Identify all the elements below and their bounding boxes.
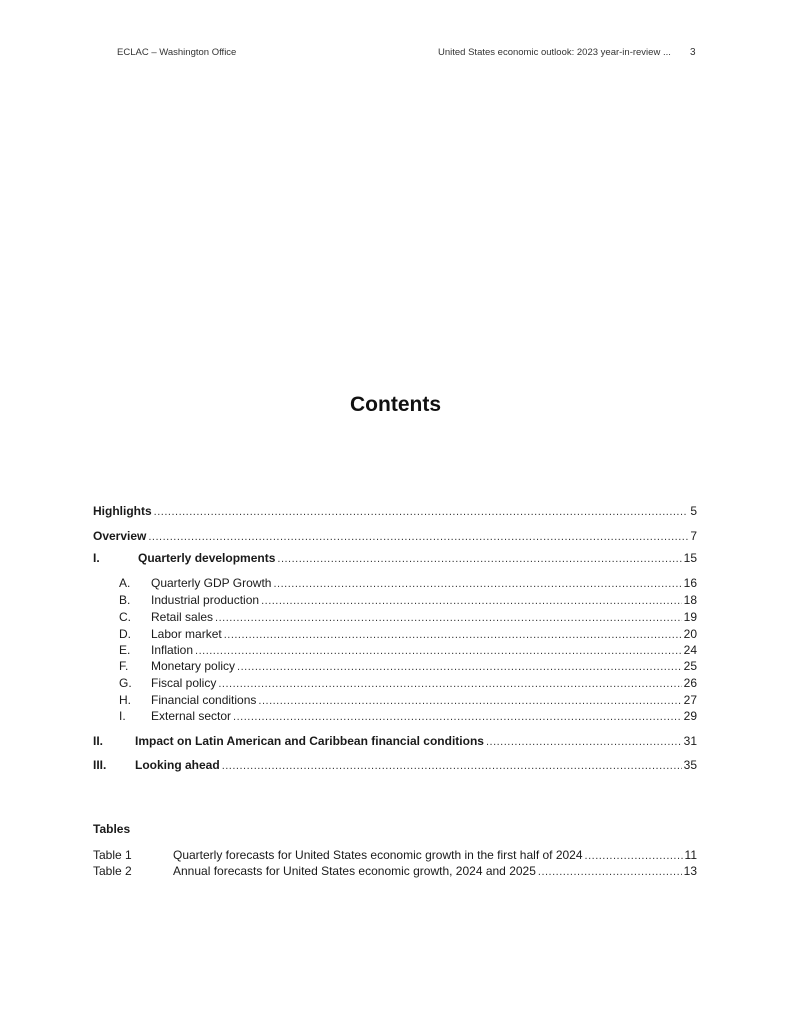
page-number: 3 [690,47,696,58]
toc-entry-page: 5 [690,504,697,518]
leader-dots [258,695,681,707]
toc-entry-page: 7 [690,529,697,543]
toc-entry-title: Retail sales [151,610,214,624]
toc-entry-external-sector[interactable] [93,707,697,723]
toc-entry-title: Industrial production [151,593,260,607]
leader-dots [233,711,682,723]
leader-dots [585,850,683,862]
toc-entry-monetary-policy[interactable] [93,657,697,673]
toc-entry-page: 15 [683,551,697,565]
table-page: 13 [683,864,697,878]
toc-entry-number: E. [119,643,131,657]
toc-entry-title: Monetary policy [151,659,236,673]
toc-entry-page: 26 [683,676,697,690]
toc-entry-industrial-production[interactable] [93,591,697,607]
toc-entry-inflation[interactable] [93,641,697,657]
toc-entry-page: 24 [683,643,697,657]
table-label: Table 2 [93,864,132,878]
toc-entry-number: F. [119,659,129,673]
toc-entry-page: 31 [683,734,697,748]
running-header-right: United States economic outlook: 2023 year-in-review ... [438,47,671,58]
toc-entry-title: Labor market [151,627,222,641]
toc-entry-page: 25 [683,659,697,673]
toc-entry-title: Overview [93,529,147,543]
toc-entry-page: 29 [683,709,697,723]
table-list-entry-1[interactable] [93,846,697,862]
table-list-entry-2[interactable] [93,862,697,878]
leader-dots [148,531,688,543]
toc-entry-page: 19 [683,610,697,624]
leader-dots [195,645,682,657]
leader-dots [237,661,682,673]
toc-entry-title: Impact on Latin American and Caribbean financial conditions [135,734,484,748]
toc-entry-page: 18 [683,593,697,607]
toc-entry-title: Financial conditions [151,693,257,707]
toc-entry-title: Quarterly developments [138,551,276,565]
toc-entry-number: II. [93,734,104,748]
table-title: Quarterly forecasts for United States economic growth in the first half of 2024 [173,848,583,862]
table-title: Annual forecasts for United States economic growth, 2024 and 2025 [173,864,536,878]
toc-entry-labor-market[interactable] [93,625,697,641]
toc-entry-page: 27 [683,693,697,707]
running-header-left: ECLAC – Washington Office [117,47,237,58]
table-page: 11 [684,848,697,862]
toc-entry-title: Looking ahead [135,758,220,772]
leader-dots [215,612,682,624]
toc-entry-number: C. [119,610,131,624]
leader-dots [218,678,681,690]
toc-entry-looking-ahead[interactable] [93,756,697,772]
toc-entry-page: 35 [683,758,697,772]
toc-entry-number: G. [119,676,132,690]
toc-entry-impact-latin-america[interactable] [93,732,697,748]
leader-dots [486,736,682,748]
leader-dots [224,629,682,641]
toc-entry-overview[interactable] [93,527,697,543]
leader-dots [273,578,681,590]
toc-entry-financial-conditions[interactable] [93,691,697,707]
leader-dots [538,866,682,878]
toc-entry-number: I. [119,709,126,723]
toc-entry-quarterly-developments[interactable] [93,549,697,565]
toc-entry-number: H. [119,693,131,707]
toc-entry-number: III. [93,758,107,772]
toc-entry-number: I. [93,551,100,565]
toc-entry-number: A. [119,576,131,590]
toc-entry-retail-sales[interactable] [93,608,697,624]
toc-entry-quarterly-gdp-growth[interactable] [93,574,697,590]
leader-dots [222,760,682,772]
toc-entry-title: Fiscal policy [151,676,217,690]
tables-heading: Tables [93,822,131,836]
toc-entry-title: Inflation [151,643,194,657]
leader-dots [261,595,682,607]
toc-entry-page: 16 [683,576,697,590]
table-label: Table 1 [93,848,132,862]
toc-entry-title: Highlights [93,504,152,518]
toc-entry-title: External sector [151,709,232,723]
toc-entry-number: B. [119,593,131,607]
leader-dots [154,506,689,518]
page-title: Contents [350,393,441,416]
toc-entry-page: 20 [683,627,697,641]
toc-entry-highlights[interactable] [93,502,697,518]
toc-entry-title: Quarterly GDP Growth [151,576,272,590]
leader-dots [277,553,681,565]
toc-entry-fiscal-policy[interactable] [93,674,697,690]
toc-entry-number: D. [119,627,131,641]
